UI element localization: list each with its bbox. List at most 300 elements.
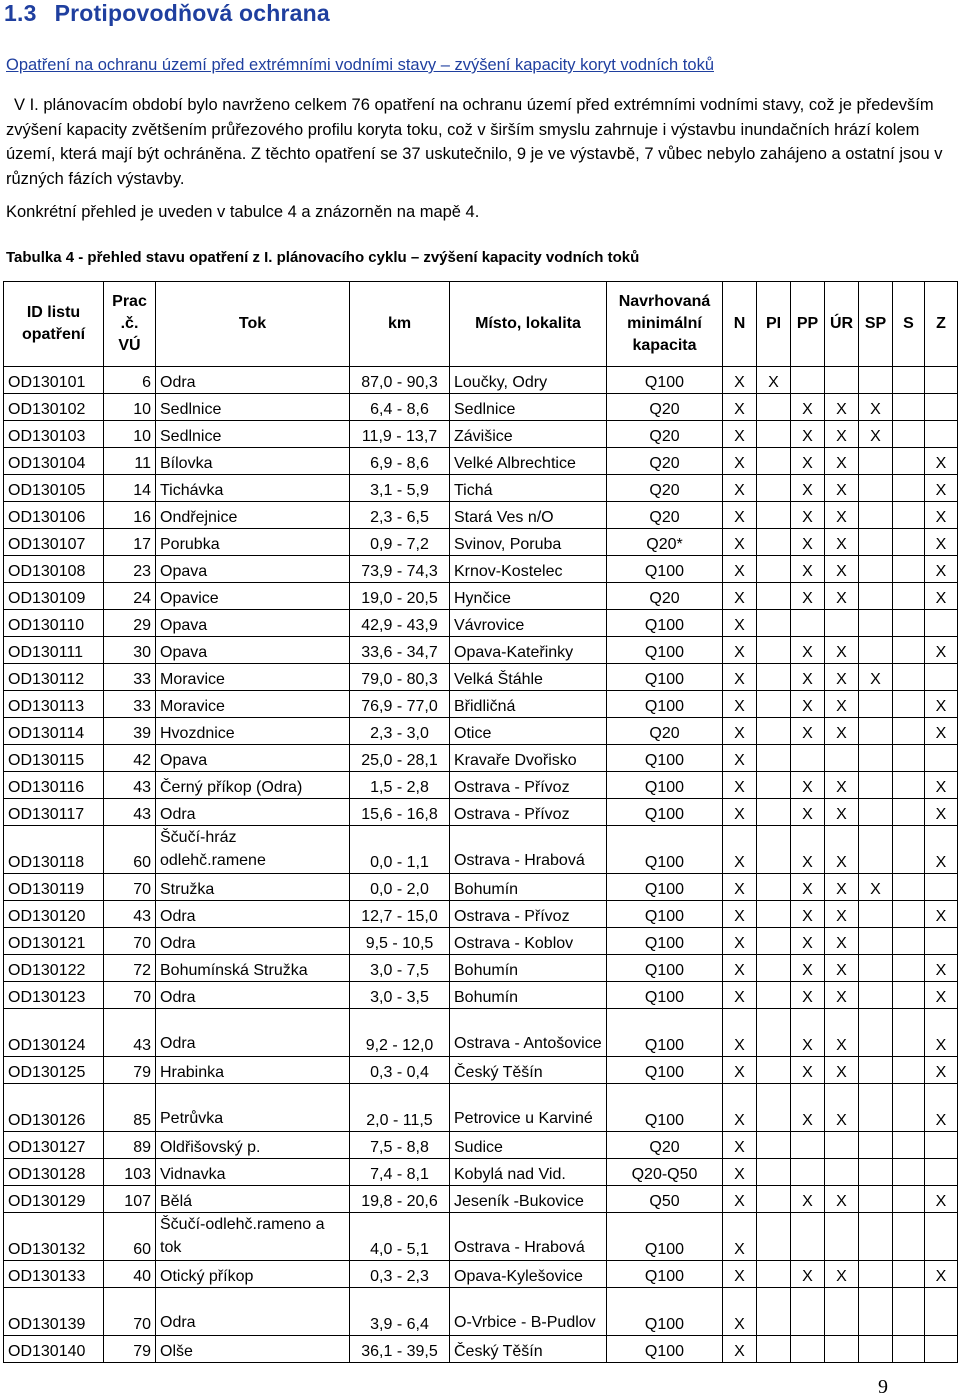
cell-prac: 70 bbox=[104, 874, 156, 901]
cell-tok: Porubka bbox=[156, 529, 350, 556]
table-row bbox=[4, 1213, 958, 1261]
cell-ur: X bbox=[825, 556, 859, 583]
header-ur: ÚR bbox=[825, 282, 859, 367]
cell-pi bbox=[757, 394, 791, 421]
cell-prac: 43 bbox=[104, 1009, 156, 1057]
cell-z: X bbox=[925, 826, 958, 874]
cell-ur: X bbox=[825, 421, 859, 448]
cell-pp: X bbox=[791, 502, 825, 529]
cell-pi bbox=[757, 583, 791, 610]
cell-prac: 79 bbox=[104, 1057, 156, 1084]
cell-kapacita: Q100 bbox=[607, 610, 723, 637]
cell-km: 19,0 - 20,5 bbox=[350, 583, 450, 610]
cell-s bbox=[893, 664, 925, 691]
cell-id: OD130119 bbox=[4, 874, 104, 901]
section-number: 1.3 bbox=[4, 0, 37, 26]
header-sp: SP bbox=[859, 282, 893, 367]
cell-s bbox=[893, 502, 925, 529]
cell-tok: Stružka bbox=[156, 874, 350, 901]
cell-pi bbox=[757, 1288, 791, 1336]
cell-s bbox=[893, 718, 925, 745]
cell-prac: 70 bbox=[104, 928, 156, 955]
cell-n: X bbox=[723, 826, 757, 874]
cell-prac: 89 bbox=[104, 1132, 156, 1159]
cell-kapacita: Q100 bbox=[607, 1009, 723, 1057]
cell-prac: 11 bbox=[104, 448, 156, 475]
cell-pp: X bbox=[791, 691, 825, 718]
cell-n: X bbox=[723, 556, 757, 583]
cell-n: X bbox=[723, 1213, 757, 1261]
cell-tok: Hvozdnice bbox=[156, 718, 350, 745]
cell-misto: Ostrava - Přívoz bbox=[450, 772, 607, 799]
cell-s bbox=[893, 421, 925, 448]
cell-id: OD130114 bbox=[4, 718, 104, 745]
cell-pp bbox=[791, 1213, 825, 1261]
cell-n: X bbox=[723, 745, 757, 772]
cell-ur: X bbox=[825, 664, 859, 691]
cell-id: OD130120 bbox=[4, 901, 104, 928]
cell-s bbox=[893, 982, 925, 1009]
cell-pp: X bbox=[791, 799, 825, 826]
cell-tok: Opava bbox=[156, 637, 350, 664]
cell-misto: Otice bbox=[450, 718, 607, 745]
cell-z: X bbox=[925, 583, 958, 610]
cell-pi bbox=[757, 928, 791, 955]
cell-tok: Sedlnice bbox=[156, 394, 350, 421]
cell-kapacita: Q100 bbox=[607, 637, 723, 664]
cell-sp bbox=[859, 955, 893, 982]
cell-pi bbox=[757, 529, 791, 556]
cell-km: 0,0 - 2,0 bbox=[350, 874, 450, 901]
cell-km: 2,3 - 3,0 bbox=[350, 718, 450, 745]
cell-pp: X bbox=[791, 772, 825, 799]
cell-ur: X bbox=[825, 772, 859, 799]
measures-table bbox=[3, 281, 958, 1363]
cell-s bbox=[893, 1132, 925, 1159]
cell-km: 6,9 - 8,6 bbox=[350, 448, 450, 475]
cell-tok: Oldřišovský p. bbox=[156, 1132, 350, 1159]
cell-misto: Ostrava - Koblov bbox=[450, 928, 607, 955]
cell-km: 3,1 - 5,9 bbox=[350, 475, 450, 502]
cell-pi bbox=[757, 745, 791, 772]
cell-km: 76,9 - 77,0 bbox=[350, 691, 450, 718]
cell-kapacita: Q20 bbox=[607, 421, 723, 448]
cell-pp: X bbox=[791, 1009, 825, 1057]
table-row bbox=[4, 745, 958, 772]
cell-misto: Velká Štáhle bbox=[450, 664, 607, 691]
cell-tok: Ondřejnice bbox=[156, 502, 350, 529]
cell-pp: X bbox=[791, 1084, 825, 1132]
cell-z bbox=[925, 1132, 958, 1159]
cell-misto: Český Těšín bbox=[450, 1336, 607, 1363]
cell-misto: Petrovice u Karviné bbox=[450, 1084, 607, 1132]
cell-z bbox=[925, 394, 958, 421]
cell-sp: X bbox=[859, 394, 893, 421]
cell-km: 12,7 - 15,0 bbox=[350, 901, 450, 928]
cell-km: 7,4 - 8,1 bbox=[350, 1159, 450, 1186]
cell-sp bbox=[859, 982, 893, 1009]
cell-ur: X bbox=[825, 901, 859, 928]
header-pi: PI bbox=[757, 282, 791, 367]
cell-sp bbox=[859, 583, 893, 610]
cell-pp: X bbox=[791, 664, 825, 691]
cell-n: X bbox=[723, 1261, 757, 1288]
cell-prac: 60 bbox=[104, 1213, 156, 1261]
table-row bbox=[4, 556, 958, 583]
cell-ur: X bbox=[825, 394, 859, 421]
cell-kapacita: Q100 bbox=[607, 664, 723, 691]
table-row bbox=[4, 874, 958, 901]
cell-z: X bbox=[925, 691, 958, 718]
cell-sp bbox=[859, 1261, 893, 1288]
cell-prac: 40 bbox=[104, 1261, 156, 1288]
cell-pi bbox=[757, 982, 791, 1009]
cell-prac: 43 bbox=[104, 772, 156, 799]
cell-z: X bbox=[925, 799, 958, 826]
cell-kapacita: Q100 bbox=[607, 556, 723, 583]
cell-kapacita: Q100 bbox=[607, 928, 723, 955]
cell-kapacita: Q100 bbox=[607, 826, 723, 874]
cell-pi bbox=[757, 610, 791, 637]
cell-prac: 42 bbox=[104, 745, 156, 772]
cell-kapacita: Q20 bbox=[607, 502, 723, 529]
cell-pp bbox=[791, 1336, 825, 1363]
cell-km: 3,0 - 7,5 bbox=[350, 955, 450, 982]
cell-pi bbox=[757, 1159, 791, 1186]
cell-km: 73,9 - 74,3 bbox=[350, 556, 450, 583]
cell-km: 2,0 - 11,5 bbox=[350, 1084, 450, 1132]
cell-kapacita: Q100 bbox=[607, 772, 723, 799]
cell-pi bbox=[757, 1336, 791, 1363]
cell-z: X bbox=[925, 718, 958, 745]
cell-id: OD130109 bbox=[4, 583, 104, 610]
cell-pp bbox=[791, 745, 825, 772]
cell-ur: X bbox=[825, 1261, 859, 1288]
cell-z bbox=[925, 1213, 958, 1261]
cell-pp bbox=[791, 1288, 825, 1336]
cell-pp: X bbox=[791, 826, 825, 874]
reference-paragraph: Konkrétní přehled je uveden v tabulce 4 a znázorněn na mapě 4. bbox=[6, 203, 480, 221]
cell-n: X bbox=[723, 955, 757, 982]
table-row bbox=[4, 1261, 958, 1288]
table-row bbox=[4, 394, 958, 421]
table-row bbox=[4, 1159, 958, 1186]
cell-prac: 85 bbox=[104, 1084, 156, 1132]
cell-kapacita: Q100 bbox=[607, 1336, 723, 1363]
cell-km: 1,5 - 2,8 bbox=[350, 772, 450, 799]
cell-sp bbox=[859, 1336, 893, 1363]
cell-z: X bbox=[925, 448, 958, 475]
cell-id: OD130127 bbox=[4, 1132, 104, 1159]
cell-kapacita: Q100 bbox=[607, 955, 723, 982]
cell-sp: X bbox=[859, 874, 893, 901]
cell-misto: Jeseník -Bukovice bbox=[450, 1186, 607, 1213]
cell-misto: Bohumín bbox=[450, 955, 607, 982]
table-row bbox=[4, 529, 958, 556]
cell-prac: 24 bbox=[104, 583, 156, 610]
cell-prac: 107 bbox=[104, 1186, 156, 1213]
cell-s bbox=[893, 745, 925, 772]
cell-tok: Odra bbox=[156, 367, 350, 394]
cell-pp: X bbox=[791, 475, 825, 502]
cell-n: X bbox=[723, 1336, 757, 1363]
cell-prac: 33 bbox=[104, 691, 156, 718]
cell-misto: Ostrava - Přívoz bbox=[450, 799, 607, 826]
cell-z: X bbox=[925, 1084, 958, 1132]
cell-pp: X bbox=[791, 583, 825, 610]
cell-km: 87,0 - 90,3 bbox=[350, 367, 450, 394]
cell-s bbox=[893, 772, 925, 799]
cell-z bbox=[925, 1159, 958, 1186]
header-z: Z bbox=[925, 282, 958, 367]
cell-ur: X bbox=[825, 1009, 859, 1057]
cell-kapacita: Q100 bbox=[607, 982, 723, 1009]
cell-ur: X bbox=[825, 691, 859, 718]
cell-s bbox=[893, 448, 925, 475]
cell-km: 79,0 - 80,3 bbox=[350, 664, 450, 691]
table-row bbox=[4, 637, 958, 664]
cell-n: X bbox=[723, 799, 757, 826]
cell-id: OD130113 bbox=[4, 691, 104, 718]
cell-prac: 30 bbox=[104, 637, 156, 664]
cell-z bbox=[925, 664, 958, 691]
cell-misto: Ostrava - Hrabová bbox=[450, 826, 607, 874]
cell-ur: X bbox=[825, 502, 859, 529]
header-kapacita: Navrhovaná minimální kapacita bbox=[607, 282, 723, 367]
cell-id: OD130107 bbox=[4, 529, 104, 556]
cell-pp: X bbox=[791, 421, 825, 448]
cell-prac: 70 bbox=[104, 982, 156, 1009]
cell-ur: X bbox=[825, 1186, 859, 1213]
cell-misto: Závišice bbox=[450, 421, 607, 448]
cell-n: X bbox=[723, 901, 757, 928]
cell-misto: Loučky, Odry bbox=[450, 367, 607, 394]
cell-ur: X bbox=[825, 826, 859, 874]
cell-pp: X bbox=[791, 874, 825, 901]
cell-km: 3,9 - 6,4 bbox=[350, 1288, 450, 1336]
cell-sp bbox=[859, 1057, 893, 1084]
table-row bbox=[4, 928, 958, 955]
cell-tok: Otický příkop bbox=[156, 1261, 350, 1288]
cell-s bbox=[893, 928, 925, 955]
cell-sp bbox=[859, 610, 893, 637]
cell-n: X bbox=[723, 664, 757, 691]
cell-sp bbox=[859, 745, 893, 772]
table-header-row bbox=[4, 282, 958, 367]
cell-kapacita: Q20 bbox=[607, 475, 723, 502]
cell-kapacita: Q100 bbox=[607, 799, 723, 826]
cell-n: X bbox=[723, 982, 757, 1009]
cell-km: 9,2 - 12,0 bbox=[350, 1009, 450, 1057]
cell-id: OD130118 bbox=[4, 826, 104, 874]
cell-n: X bbox=[723, 610, 757, 637]
cell-id: OD130121 bbox=[4, 928, 104, 955]
cell-ur bbox=[825, 1288, 859, 1336]
cell-s bbox=[893, 1213, 925, 1261]
cell-sp bbox=[859, 502, 893, 529]
cell-prac: 10 bbox=[104, 394, 156, 421]
cell-z: X bbox=[925, 475, 958, 502]
cell-kapacita: Q20 bbox=[607, 394, 723, 421]
cell-misto: O-Vrbice - B-Pudlov bbox=[450, 1288, 607, 1336]
cell-pi bbox=[757, 1186, 791, 1213]
cell-n: X bbox=[723, 1057, 757, 1084]
cell-sp bbox=[859, 1132, 893, 1159]
cell-kapacita: Q20 bbox=[607, 718, 723, 745]
cell-kapacita: Q100 bbox=[607, 1084, 723, 1132]
cell-pi bbox=[757, 556, 791, 583]
cell-pp: X bbox=[791, 1057, 825, 1084]
table-row bbox=[4, 583, 958, 610]
table-row bbox=[4, 901, 958, 928]
cell-misto: Ostrava - Přívoz bbox=[450, 901, 607, 928]
cell-tok: Černý příkop (Odra) bbox=[156, 772, 350, 799]
cell-n: X bbox=[723, 367, 757, 394]
cell-pp: X bbox=[791, 1261, 825, 1288]
cell-sp bbox=[859, 1084, 893, 1132]
cell-kapacita: Q20-Q50 bbox=[607, 1159, 723, 1186]
cell-s bbox=[893, 1009, 925, 1057]
cell-pi bbox=[757, 718, 791, 745]
cell-prac: 16 bbox=[104, 502, 156, 529]
cell-s bbox=[893, 583, 925, 610]
cell-id: OD130117 bbox=[4, 799, 104, 826]
cell-sp bbox=[859, 928, 893, 955]
cell-tok: Opava bbox=[156, 610, 350, 637]
cell-sp bbox=[859, 529, 893, 556]
cell-ur bbox=[825, 610, 859, 637]
cell-s bbox=[893, 637, 925, 664]
cell-pi: X bbox=[757, 367, 791, 394]
cell-z: X bbox=[925, 1186, 958, 1213]
cell-ur: X bbox=[825, 874, 859, 901]
cell-pi bbox=[757, 1084, 791, 1132]
cell-s bbox=[893, 691, 925, 718]
cell-s bbox=[893, 901, 925, 928]
cell-ur bbox=[825, 1336, 859, 1363]
cell-pp bbox=[791, 610, 825, 637]
cell-tok: Opava bbox=[156, 745, 350, 772]
cell-sp bbox=[859, 1186, 893, 1213]
cell-prac: 43 bbox=[104, 799, 156, 826]
cell-pp bbox=[791, 1132, 825, 1159]
cell-pp: X bbox=[791, 556, 825, 583]
cell-km: 0,9 - 7,2 bbox=[350, 529, 450, 556]
cell-s bbox=[893, 1186, 925, 1213]
cell-pi bbox=[757, 901, 791, 928]
table-caption: Tabulka 4 - přehled stavu opatření z I. plánovacího cyklu – zvýšení kapacity vodních toků bbox=[6, 249, 640, 266]
cell-sp: X bbox=[859, 421, 893, 448]
cell-id: OD130103 bbox=[4, 421, 104, 448]
table-row bbox=[4, 367, 958, 394]
cell-tok: Moravice bbox=[156, 691, 350, 718]
cell-misto: Vávrovice bbox=[450, 610, 607, 637]
cell-n: X bbox=[723, 394, 757, 421]
cell-km: 2,3 - 6,5 bbox=[350, 502, 450, 529]
cell-z: X bbox=[925, 529, 958, 556]
cell-misto: Tichá bbox=[450, 475, 607, 502]
cell-misto: Český Těšín bbox=[450, 1057, 607, 1084]
cell-n: X bbox=[723, 772, 757, 799]
cell-sp bbox=[859, 1159, 893, 1186]
cell-prac: 14 bbox=[104, 475, 156, 502]
table-body bbox=[4, 367, 958, 1363]
cell-n: X bbox=[723, 583, 757, 610]
cell-id: OD130106 bbox=[4, 502, 104, 529]
cell-sp bbox=[859, 448, 893, 475]
cell-tok: Bílovka bbox=[156, 448, 350, 475]
cell-kapacita: Q20 bbox=[607, 583, 723, 610]
cell-pp: X bbox=[791, 901, 825, 928]
cell-km: 36,1 - 39,5 bbox=[350, 1336, 450, 1363]
cell-z: X bbox=[925, 901, 958, 928]
cell-tok: Opavice bbox=[156, 583, 350, 610]
cell-s bbox=[893, 826, 925, 874]
cell-ur: X bbox=[825, 583, 859, 610]
cell-id: OD130128 bbox=[4, 1159, 104, 1186]
cell-sp: X bbox=[859, 664, 893, 691]
cell-pp: X bbox=[791, 955, 825, 982]
table-row bbox=[4, 502, 958, 529]
table-row bbox=[4, 610, 958, 637]
cell-pp: X bbox=[791, 637, 825, 664]
cell-km: 4,0 - 5,1 bbox=[350, 1213, 450, 1261]
subsection-heading: Opatření na ochranu území před extrémními vodními stavy – zvýšení kapacity koryt vodních toků bbox=[6, 56, 714, 74]
table-row bbox=[4, 1288, 958, 1336]
cell-z bbox=[925, 367, 958, 394]
cell-z: X bbox=[925, 982, 958, 1009]
cell-prac: 60 bbox=[104, 826, 156, 874]
cell-pi bbox=[757, 691, 791, 718]
cell-z bbox=[925, 1336, 958, 1363]
cell-prac: 79 bbox=[104, 1336, 156, 1363]
table-row bbox=[4, 691, 958, 718]
cell-misto: Ostrava - Antošovice bbox=[450, 1009, 607, 1057]
cell-tok: Olše bbox=[156, 1336, 350, 1363]
cell-pi bbox=[757, 1261, 791, 1288]
table-row bbox=[4, 826, 958, 874]
cell-tok: Odra bbox=[156, 1009, 350, 1057]
cell-n: X bbox=[723, 1084, 757, 1132]
cell-id: OD130124 bbox=[4, 1009, 104, 1057]
cell-id: OD130139 bbox=[4, 1288, 104, 1336]
cell-z: X bbox=[925, 1009, 958, 1057]
cell-z: X bbox=[925, 502, 958, 529]
cell-tok: Vidnavka bbox=[156, 1159, 350, 1186]
cell-pp bbox=[791, 367, 825, 394]
cell-ur: X bbox=[825, 982, 859, 1009]
cell-n: X bbox=[723, 928, 757, 955]
cell-km: 9,5 - 10,5 bbox=[350, 928, 450, 955]
cell-sp bbox=[859, 901, 893, 928]
table-row bbox=[4, 448, 958, 475]
cell-prac: 43 bbox=[104, 901, 156, 928]
cell-z: X bbox=[925, 637, 958, 664]
cell-misto: Kobylá nad Vid. bbox=[450, 1159, 607, 1186]
cell-ur bbox=[825, 367, 859, 394]
cell-misto: Ostrava - Hrabová bbox=[450, 1213, 607, 1261]
cell-kapacita: Q100 bbox=[607, 874, 723, 901]
cell-kapacita: Q100 bbox=[607, 691, 723, 718]
cell-n: X bbox=[723, 1288, 757, 1336]
cell-z bbox=[925, 421, 958, 448]
cell-km: 0,3 - 0,4 bbox=[350, 1057, 450, 1084]
cell-pi bbox=[757, 637, 791, 664]
section-title: Protipovodňová ochrana bbox=[54, 0, 330, 26]
cell-n: X bbox=[723, 1132, 757, 1159]
cell-z bbox=[925, 1288, 958, 1336]
cell-tok: Ščučí-odlehč.rameno a tok bbox=[156, 1213, 350, 1261]
